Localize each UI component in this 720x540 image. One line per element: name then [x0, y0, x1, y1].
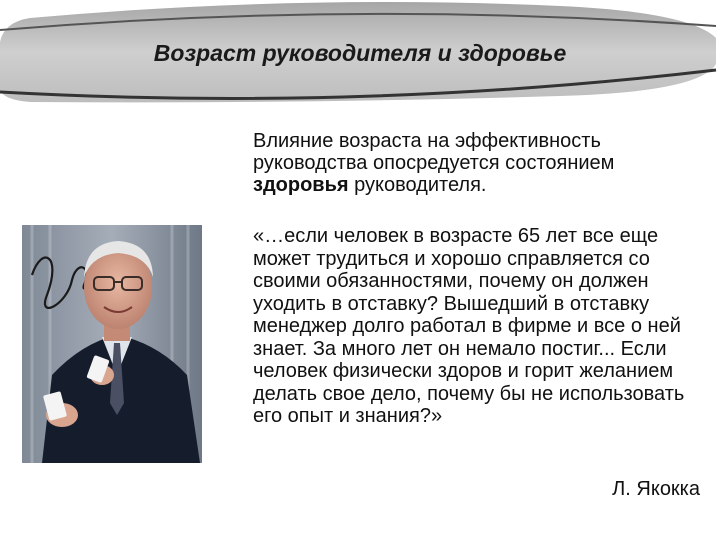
quote-paragraph: «…если человек в возрасте 65 лет все еще может трудиться и хорошо справляется со своими обязанностями, почему он должен уходить в отставку? Вышедший в отставку менеджер долго работал в фирме и все о ней знает. За много лет он немало постиг... Если человек физически здоров и горит желанием делать свое дело, почему бы не использовать его опыт и знания?»: [253, 225, 685, 427]
intro-text-2: руководителя.: [348, 174, 487, 196]
page-title-text: Возраст руководителя и здоровье: [153, 40, 567, 66]
portrait-icon: [22, 225, 202, 463]
intro-paragraph: [253, 130, 708, 196]
page-title: [0, 40, 720, 67]
quote-author: Л. Якокка: [612, 478, 700, 500]
intro-text-1: Влияние возраста на эффективность руководства опосредуется состоянием: [253, 130, 615, 174]
intro-bold-word: здоровья: [253, 174, 349, 196]
portrait-photo: [22, 225, 202, 463]
